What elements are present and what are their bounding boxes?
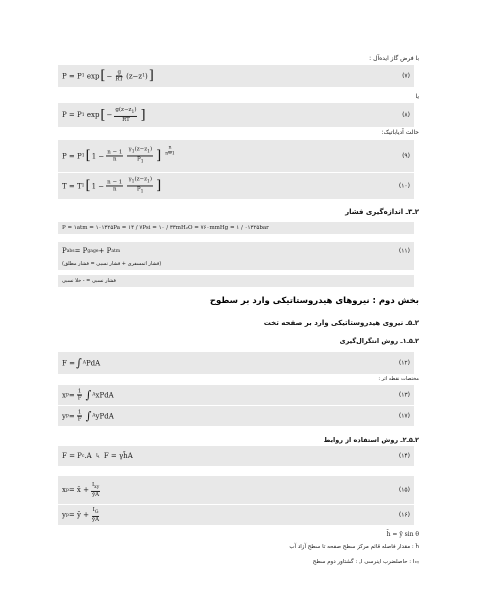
equation-14-number: (۱۴) — [398, 452, 410, 460]
equation-11-number: (۱۱) — [398, 247, 410, 255]
equation-13-formula: x p = $\frac{1}{F}$ ∫ A xPdA — [62, 388, 114, 402]
absolute-pressure-note: (فشار اتمسفری + فشار نسبی = فشار مطلق) — [62, 261, 162, 267]
equation-10-formula: T = T 1 [ 1 − $\frac{n - 1}{n}$ $\frac{\gamma_1(z-z_1)}{P_1}$ ] — [62, 176, 162, 195]
units-formula: P = ۱atm = ۱۰۱۳۲۵Pa = ۱۴ / ۷Psi = ۱۰ / ۳۳mH₂O = ۷۶۰mmHg = ۱ / ۰۱۳۲۵bar — [62, 225, 269, 231]
equation-9-formula: P = P 1 [ 1 − $\frac{n - 1}{n}$ $\frac{\gamma_1(z-z_1)}{P_1}$ ] $\frac{n}{n-1}$ — [62, 145, 175, 165]
or-label: یا — [415, 93, 419, 100]
equation-17 — [58, 406, 414, 426]
equation-12 — [58, 352, 414, 374]
inertia-definition: Iₓᵧ : حاصلضرب اینرسی I꜀ : گشتاور دوم سطح — [312, 559, 419, 565]
equation-10-number: (۱۰) — [398, 182, 410, 190]
equation-17-formula: y p = $\frac{1}{F}$ ∫ A yPdA — [62, 409, 114, 423]
equation-7-number: (۷) — [402, 72, 410, 80]
equation-15 — [58, 476, 414, 504]
equation-15-number: (۱۵) — [398, 486, 410, 494]
equation-17-number: (۱۷) — [398, 412, 410, 420]
equation-9 — [58, 140, 414, 172]
equation-14 — [58, 446, 414, 466]
vacuum-note: فشار نسبی = - خلا نسبی — [62, 278, 116, 284]
hbar-equation: h̄ = ȳ sin θ — [386, 531, 419, 538]
equation-9-number: (۹) — [402, 152, 410, 160]
part-2-heading: بخش دوم : نیروهای هیدروستاتیکی وارد بر سطوح — [209, 296, 419, 306]
equation-7 — [58, 65, 414, 87]
center-coords-label: مختصات نقطه اثر : — [378, 376, 419, 382]
equation-12-number: (۱۲) — [398, 359, 410, 367]
section-2-5-1-heading: ۲ـ۵ـ۱ـ روش انتگرال‌گیری — [339, 337, 419, 345]
equation-16-number: (۱۶) — [398, 511, 410, 519]
hbar-definition: h̄ : مقدار فاصله قائم مرکز سطح صفحه تا سطح آزاد آب — [289, 544, 419, 550]
equation-15-formula: x p = x̄ + $\frac{I_{xy}}{ȳA}$ — [62, 481, 100, 498]
equation-16-formula: y p = ȳ + $\frac{I_G}{ȳA}$ — [62, 506, 100, 523]
equation-8 — [58, 103, 414, 127]
adiabatic-label: حالت آدیاباتیک: — [381, 129, 419, 136]
equation-13 — [58, 385, 414, 405]
section-2-5-2-heading: ۲ـ۵ـ۲ـ روش استفاده از روابط — [323, 436, 419, 444]
section-2-5-heading: ۲ـ۵ـ نیروی هیدروستاتیکی وارد بر صفحه تخت — [263, 319, 419, 327]
equation-16 — [58, 505, 414, 525]
equation-8-number: (۸) — [402, 111, 410, 119]
equation-12-formula: F = ∫ A PdA — [62, 356, 101, 370]
equation-8-formula: P = P 1 exp [ − $\frac{g(z-z_1)}{RT}$ ] — [62, 106, 146, 123]
vacuum-row — [58, 275, 414, 287]
or-word: یا — [96, 453, 100, 459]
equation-14-formula: F = P c .A یا F = γh̄A — [62, 452, 133, 460]
equation-11 — [58, 242, 414, 270]
units-row — [58, 222, 414, 234]
section-2-3-heading: ۲ـ۳ـ اندازه‌گیری فشار — [345, 208, 419, 216]
equation-10 — [58, 173, 414, 199]
equation-11-formula: P abs = P gage + P atm — [62, 247, 121, 255]
equation-13-number: (۱۳) — [398, 391, 410, 399]
equation-7-formula: P = P 1 exp [ − $\frac{g}{RT}$ (z−z 1 ) ] — [62, 68, 154, 84]
ideal-gas-label: با فرض گاز ایده‌آل : — [369, 55, 419, 62]
